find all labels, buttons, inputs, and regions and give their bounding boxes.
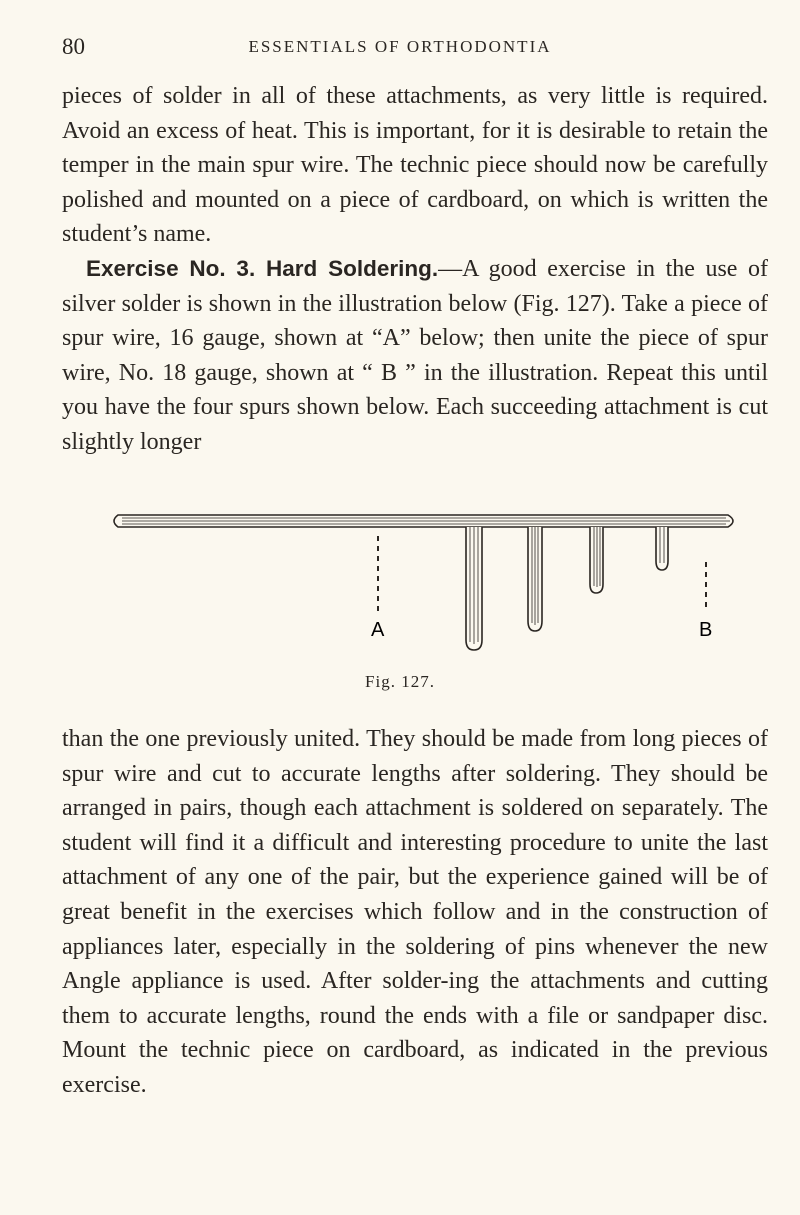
spur-attachment-1 — [466, 527, 482, 650]
figure-label-b: B — [699, 619, 713, 641]
exercise-heading: Exercise No. 3. Hard Soldering. — [86, 255, 439, 281]
paragraph-exercise-3 — [62, 252, 768, 460]
figure-label-a: A — [371, 619, 385, 641]
figure-caption: Fig. 127. — [365, 672, 435, 691]
main-spur-wire — [114, 515, 733, 527]
spur-attachment-3 — [590, 527, 603, 593]
running-head: ESSENTIALS OF ORTHODONTIA — [248, 37, 552, 56]
paragraph-continued-2: than the one previously united. They should be made from long pieces of spur wire and cut to accurate lengths after soldering. They should be arranged in pairs, though each attachment is soldered on separately. The student will find it a difficult and interesting procedure to unite the last attachment of any one of the pair, but the experience gained will be of great benefit in the exercises which follow and in the construction of appliances later, especially in the soldering of pins whenever the new Angle appliance is used. After solder-ing the attachments and cutting them to accurate lengths, round the ends with a file or sandpaper disc. Mount the technic piece on cardboard, as indicated in the previous exercise. — [62, 726, 768, 1098]
paragraph-continued: pieces of solder in all of these attachments, as very little is required. Avoid an excess of heat. This is important, for it is desirable to retain the temper in the main spur wire. The technic piece should now be carefully polished and mounted on a piece of cardboard, on which is written the student’s name. — [62, 83, 768, 248]
page-number: 80 — [62, 34, 85, 59]
spur-attachment-2 — [528, 527, 542, 631]
page-header — [62, 34, 738, 62]
text-block-top — [62, 79, 768, 460]
text-block-bottom — [62, 722, 768, 1103]
spur-attachment-4 — [656, 527, 668, 570]
figure-127-illustration — [0, 506, 800, 686]
exercise-body: —A good exercise in the use of silver solder is shown in the illustration below (Fig. 127). Take a piece of spur wire, 16 gauge, shown at “A” below; then unite the piece of spur wire, No. 18 gauge, shown at “ B ” in the illustration. Repeat this until you have the four spurs shown below. Each succeeding attachment is cut slightly longer — [62, 255, 768, 455]
